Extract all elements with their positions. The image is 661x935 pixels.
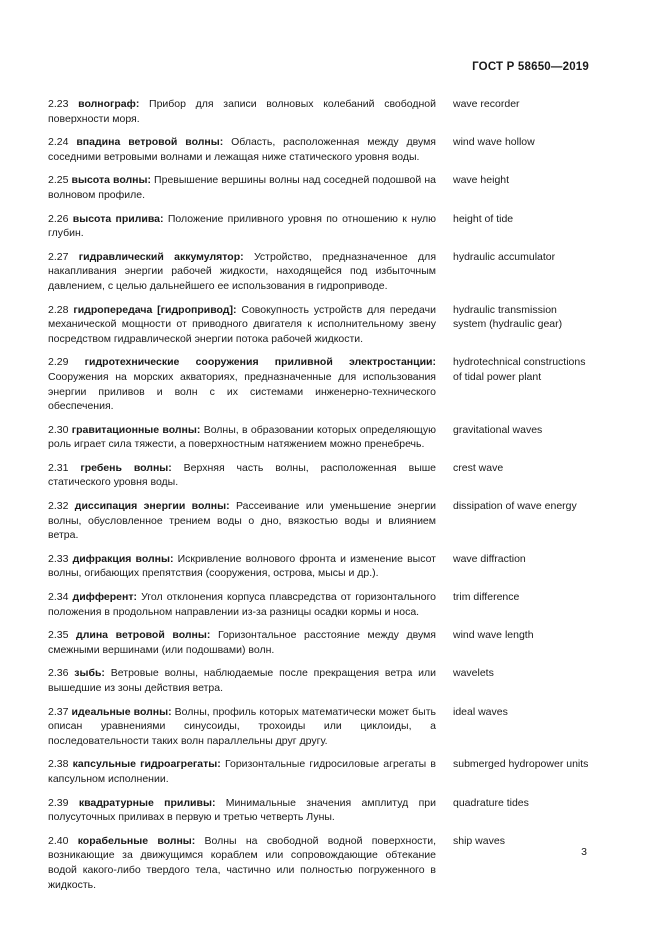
term-entry	[48, 303, 593, 347]
term-entry	[48, 834, 593, 892]
term-definition	[48, 666, 436, 695]
term-name: гидравлический аккумулятор:	[78, 250, 244, 263]
term-number: 2.38	[48, 758, 69, 771]
term-name: впадина ветровой волны:	[76, 136, 224, 149]
term-name: волнограф:	[78, 98, 140, 110]
term-text: Превышение вершины волны над соседней подошвой на волновом профиле.	[48, 174, 436, 201]
term-number: 2.23	[48, 98, 69, 110]
term-number: 2.40	[48, 834, 69, 847]
english-equivalent: hydraulic accumulator	[453, 250, 556, 263]
term-definition	[48, 461, 436, 490]
term-entry	[48, 796, 593, 825]
term-number: 2.39	[48, 796, 69, 809]
english-equivalent: hydraulic transmission system (hydraulic gear)	[453, 303, 563, 331]
term-name: корабельные волны:	[77, 834, 196, 847]
term-name: гравитационные волны:	[71, 423, 201, 436]
term-text: Ветровые волны, наблюдаемые после прекращения ветра или вышедшие из зоны действия ветра.	[48, 667, 437, 694]
term-text: Горизонтальные гидросиловые агрегаты в капсульном исполнении.	[48, 758, 437, 785]
english-equivalent: trim difference	[453, 591, 520, 604]
term-definition	[48, 250, 436, 294]
english-equivalent: wave height	[453, 174, 510, 187]
term-number: 2.34	[48, 591, 69, 604]
english-equivalent: wave recorder	[453, 98, 520, 110]
term-entry	[48, 666, 593, 695]
term-name: высота прилива:	[72, 212, 164, 225]
term-name: дифракция волны:	[72, 552, 174, 565]
term-entry	[48, 628, 593, 657]
term-name: квадратурные приливы:	[78, 796, 216, 809]
english-equivalent: submerged hydropower units	[453, 758, 589, 771]
english-equivalent: gravitational waves	[453, 423, 543, 436]
term-text: Верхняя часть волны, расположенная выше статического уровня воды.	[48, 461, 436, 489]
term-number: 2.35	[48, 629, 69, 642]
term-number: 2.33	[48, 552, 69, 565]
term-name: идеальные волны:	[71, 705, 172, 718]
term-text: Рассеивание или уменьшение энергии волны, обусловленное трением воды о дно, вязкостью воды и влиянием ветра.	[48, 500, 437, 542]
term-definition	[48, 590, 436, 619]
term-text: Искривление волнового фронта и изменение высот волны, огибающих препятствия (сооружения, острова, мысы и др.).	[48, 552, 436, 580]
term-number: 2.27	[48, 250, 69, 263]
term-entry	[48, 461, 593, 490]
term-name: зыбь:	[74, 667, 105, 680]
term-entry	[48, 250, 593, 294]
english-equivalent: dissipation of wave energy	[453, 500, 577, 513]
term-definition	[48, 135, 436, 164]
term-definition	[48, 355, 436, 413]
term-number: 2.31	[48, 461, 69, 474]
english-equivalent: wind wave hollow	[453, 136, 535, 149]
term-entry	[48, 212, 593, 241]
term-name: высота волны:	[71, 174, 151, 187]
english-equivalent: crest wave	[453, 461, 504, 474]
term-definition	[48, 796, 436, 825]
english-equivalent: ship waves	[453, 834, 505, 847]
term-name: гидротехнические сооружения приливной электростанции:	[84, 356, 437, 369]
term-definition	[48, 212, 436, 241]
term-entry	[48, 705, 593, 749]
term-number: 2.25	[48, 174, 69, 187]
term-name: гребень волны:	[80, 461, 172, 474]
term-text: Угол отклонения корпуса плавсредства от горизонтального положения в продольном направлении из-за разницы осадки кормы и носа.	[48, 591, 437, 618]
term-text: Прибор для записи волновых колебаний свободной поверхности моря.	[48, 98, 436, 125]
term-text: Волны на свободной водной поверхности, возникающие за движущимся кораблем или сопровождающие обтекание водой какого-либо твердого тела, частично или полностью погруженного в жидкость.	[48, 834, 436, 891]
term-definition	[48, 705, 436, 749]
english-equivalent: wave diffraction	[453, 552, 526, 565]
term-entry	[48, 590, 593, 619]
standard-designation: ГОСТ Р 58650—2019	[472, 61, 589, 73]
term-entry	[48, 499, 593, 543]
term-definition	[48, 423, 436, 452]
term-entry	[48, 552, 593, 581]
term-text: Волны, профиль которых математически может быть описан уравнениями синусоиды, трохоиды или циклоиды, а последовательности таких волн параллельны друг другу.	[48, 705, 436, 747]
term-entry	[48, 173, 593, 202]
term-definition	[48, 499, 436, 543]
term-name: дифферент:	[72, 591, 137, 604]
term-definition	[48, 757, 436, 786]
term-text: Совокупность устройств для передачи механической мощности от приводного двигателя к исполнительному звену посредством гидравлической энергии потока рабочей жидкости.	[48, 303, 436, 345]
term-number: 2.29	[48, 356, 69, 369]
english-equivalent: hydrotechnical constructions of tidal power plant	[453, 356, 586, 383]
term-name: капсульные гидроагрегаты:	[72, 758, 221, 771]
term-definition	[48, 303, 436, 347]
term-definition	[48, 552, 436, 581]
english-equivalent: ideal waves	[453, 705, 508, 718]
term-name: гидропередача [гидропривод]:	[73, 303, 237, 316]
term-text: Положение приливного уровня по отношению к нулю глубин.	[48, 212, 436, 240]
terms-list	[48, 97, 593, 901]
english-equivalent: wind wave length	[453, 629, 534, 642]
term-entry	[48, 135, 593, 164]
term-number: 2.32	[48, 500, 69, 513]
term-text: Сооружения на морских акваториях, предназначенные для использования энергии приливов и волн с их системами инженерно-технического обеспечения.	[48, 370, 436, 413]
term-name: диссипация энергии волны:	[74, 500, 230, 513]
term-definition	[48, 628, 436, 657]
term-entry	[48, 423, 593, 452]
term-definition	[48, 173, 436, 202]
term-text: Волны, в образовании которых определяющую роль играет сила тяжести, а поверхностным натяжением можно пренебречь.	[48, 423, 436, 451]
english-equivalent: wavelets	[453, 667, 494, 680]
term-definition	[48, 97, 436, 126]
term-number: 2.37	[48, 705, 69, 718]
term-number: 2.26	[48, 212, 69, 225]
term-number: 2.28	[48, 303, 69, 316]
term-number: 2.24	[48, 136, 69, 149]
term-name: длина ветровой волны:	[76, 629, 211, 642]
term-entry	[48, 97, 593, 126]
term-text: Минимальные значения амплитуд при полусуточных приливах в первую и третью четверть Луны.	[48, 796, 436, 824]
term-text: Область, расположенная между двумя соседними ветровыми волнами и лежащая ниже статического уровня воды.	[48, 136, 436, 163]
term-number: 2.36	[48, 667, 69, 680]
term-text: Устройство, предназначенное для накапливания энергии рабочей жидкости, находящейся под избыточным давлением, с целью дальнейшего ее использования в гидроприводе.	[48, 250, 436, 292]
english-equivalent: height of tide	[453, 212, 514, 225]
term-text: Горизонтальное расстояние между двумя смежными вершинами (или подошвами) волн.	[48, 629, 436, 656]
page-number: 3	[581, 846, 587, 858]
english-equivalent: quadrature tides	[453, 796, 529, 809]
term-definition	[48, 834, 436, 892]
term-number: 2.30	[48, 423, 69, 436]
term-entry	[48, 355, 593, 413]
term-entry	[48, 757, 593, 786]
